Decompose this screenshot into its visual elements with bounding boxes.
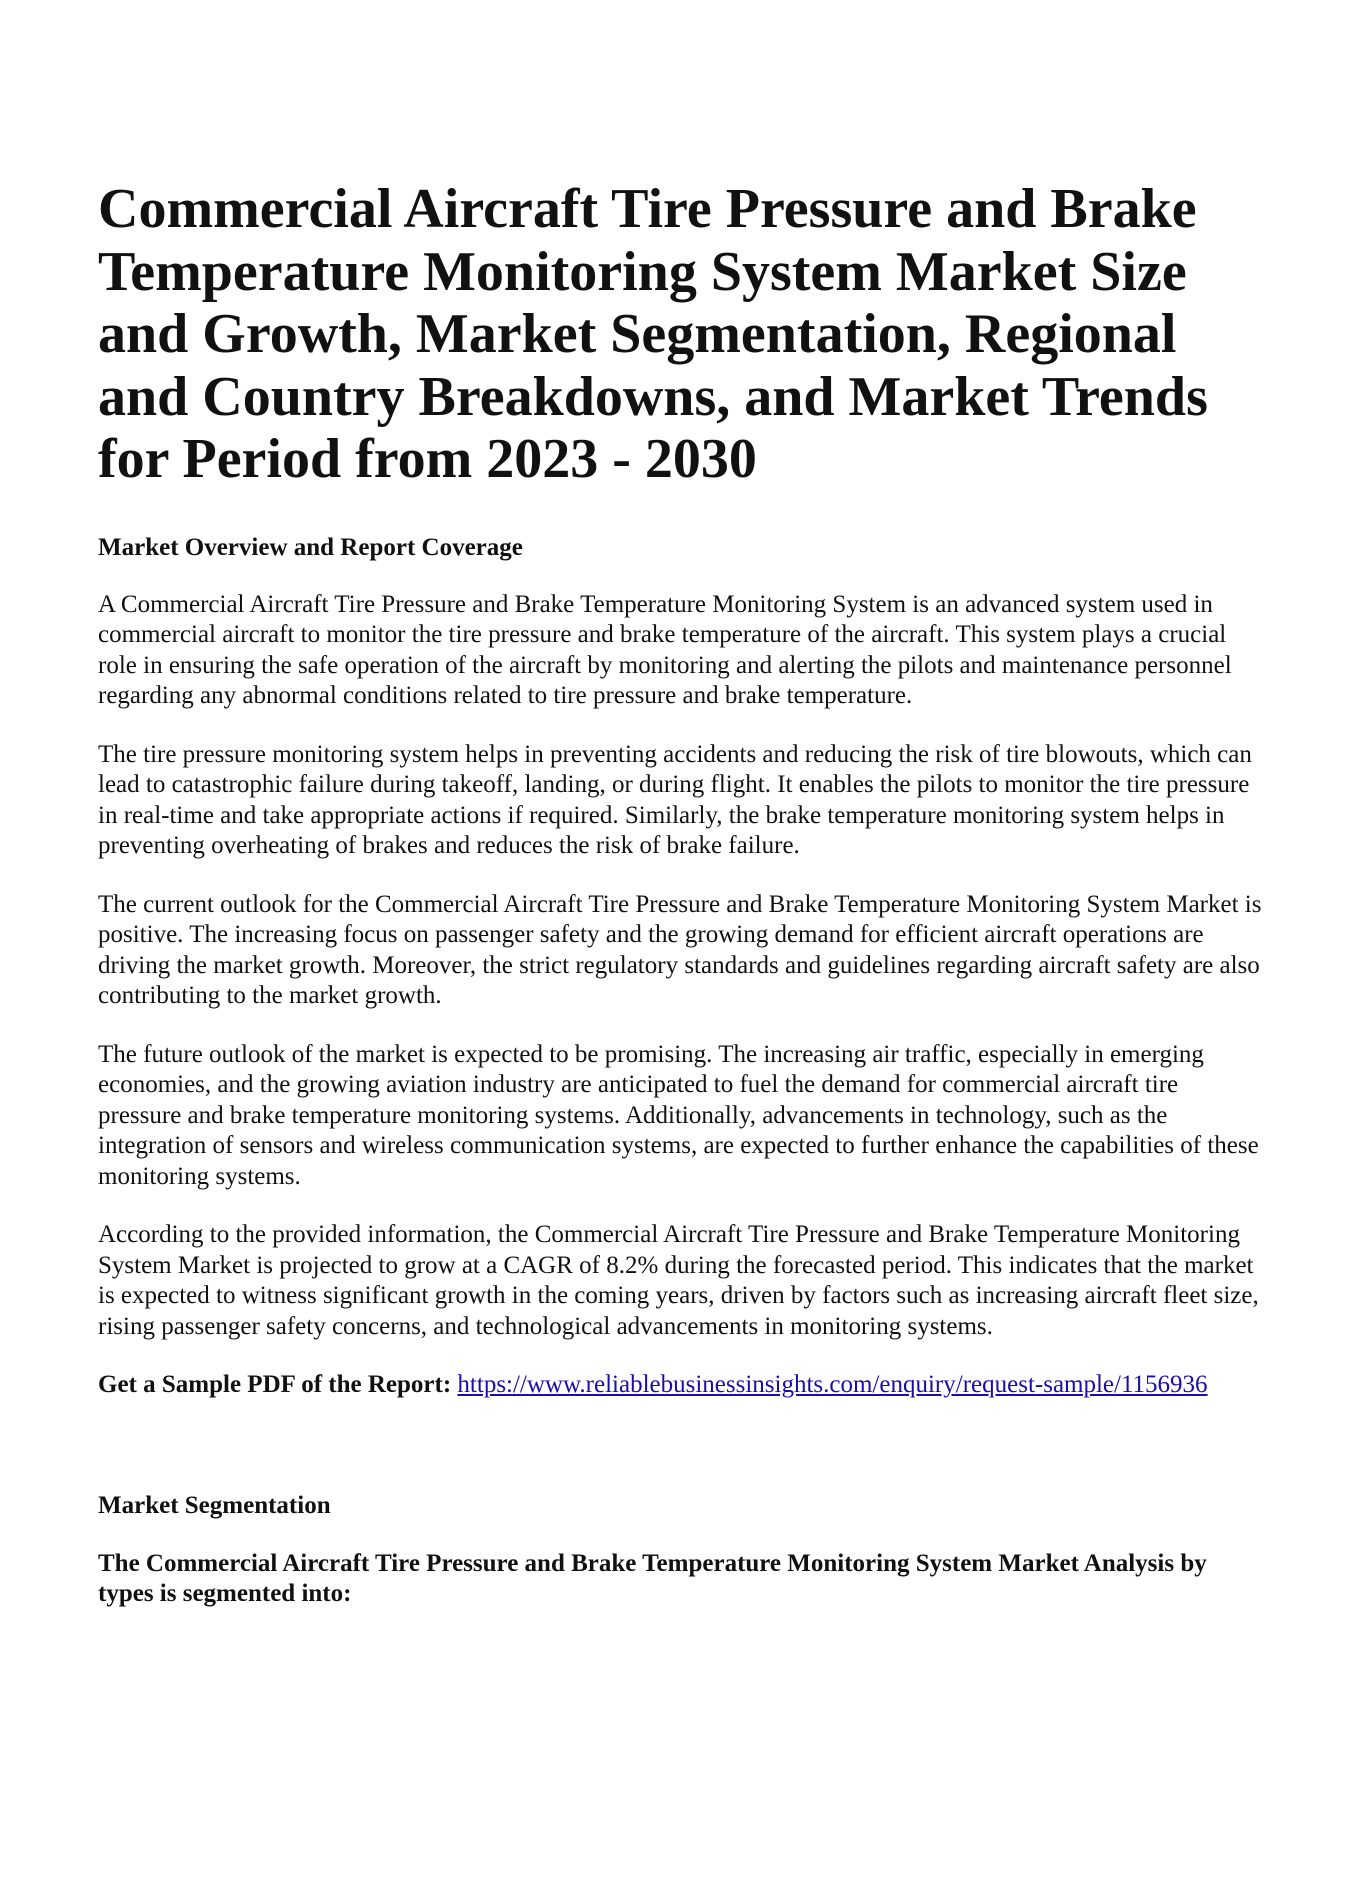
sample-report-link[interactable]: https://www.reliablebusinessinsights.com/enquiry/request-sample/1156936 [457,1371,1208,1398]
overview-paragraph-4: The future outlook of the market is expected to be promising. The increasing air traffic, especially in emerging economies, and the growing aviation industry are anticipated to fuel the demand for commercial aircraft tire pressure and brake temperature monitoring systems. Additionally, advancements in technology, such as the integration of sensors and wireless communication systems, are expected to further enhance the capabilities of these monitoring systems. [98,1040,1259,1190]
sample-label: Get a Sample PDF of the Report: [98,1371,452,1398]
overview-heading: Market Overview and Report Coverage [98,533,523,561]
sample-request [98,1370,1263,1401]
overview-paragraph-3: The current outlook for the Commercial Aircraft Tire Pressure and Brake Temperature Monitoring System Market is positive. The increasing focus on passenger safety and the growing demand for efficient aircraft operations are driving the market growth. Moreover, the strict regulatory standards and guidelines regarding aircraft safety are also contributing to the market growth. [98,890,1262,1009]
document-page [98,178,1263,1609]
overview-paragraph-1: A Commercial Aircraft Tire Pressure and Brake Temperature Monitoring System is an advanced system used in commercial aircraft to monitor the tire pressure and brake temperature of the aircraft. This system plays a crucial role in ensuring the safe operation of the aircraft by monitoring and alerting the pilots and maintenance personnel regarding any abnormal conditions related to tire pressure and brake temperature. [98,590,1232,709]
overview-paragraph-2: The tire pressure monitoring system helps in preventing accidents and reducing the risk of tire blowouts, which can lead to catastrophic failure during takeoff, landing, or during flight. It enables the pilots to monitor the tire pressure in real-time and take appropriate actions if required. Similarly, the brake temperature monitoring system helps in preventing overheating of brakes and reduces the risk of brake failure. [98,740,1252,859]
types-heading: The Commercial Aircraft Tire Pressure and Brake Temperature Monitoring System Market Analysis by types is segmented into: [98,1549,1207,1607]
document-title: Commercial Aircraft Tire Pressure and Brake Temperature Monitoring System Market Size and Growth, Market Segmentation, Regional and Country Breakdowns, and Market Trends for Period from 2023 - 2030 [98,178,1208,490]
segmentation-heading: Market Segmentation [98,1491,331,1519]
overview-paragraph-5: According to the provided information, the Commercial Aircraft Tire Pressure and Brake Temperature Monitoring System Market is projected to grow at a CAGR of 8.2% during the forecasted period. This indicates that the market is expected to witness significant growth in the coming years, driven by factors such as increasing aircraft fleet size, rising passenger safety concerns, and technological advancements in monitoring systems. [98,1221,1259,1340]
